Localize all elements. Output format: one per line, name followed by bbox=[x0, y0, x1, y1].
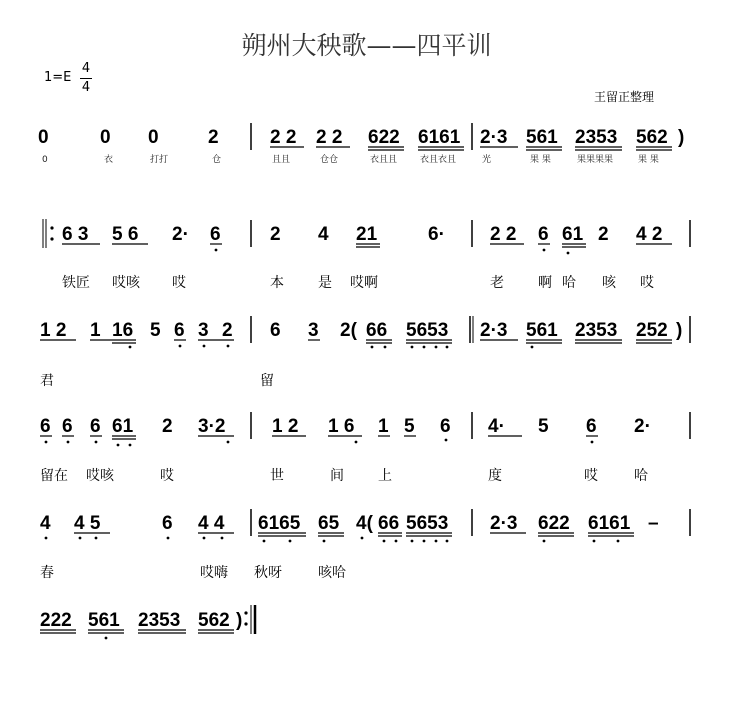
note: 6165 bbox=[258, 513, 301, 534]
note: 2·3 bbox=[480, 127, 508, 148]
note: 2· bbox=[634, 416, 651, 437]
lyric: 打打 bbox=[150, 155, 169, 165]
time-signature-bottom: 4 bbox=[81, 80, 91, 95]
note: 1 bbox=[90, 320, 101, 341]
note: 0 bbox=[100, 127, 111, 148]
row-3 bbox=[40, 316, 690, 389]
lyric: 君 bbox=[40, 373, 54, 389]
octave-dots bbox=[105, 637, 108, 640]
lyric: 哎嗨 bbox=[200, 565, 228, 581]
lyric: 哎 bbox=[584, 468, 598, 484]
lyric: 咳 bbox=[602, 275, 616, 291]
lyric: 衣且衣且 bbox=[420, 155, 457, 165]
note: 4· bbox=[488, 416, 505, 437]
lyric: 哈 bbox=[562, 275, 576, 291]
lyric: 世 bbox=[270, 468, 284, 484]
note: 6 bbox=[162, 513, 173, 534]
lyric: 哎 bbox=[160, 468, 174, 484]
lyric: 仓 bbox=[212, 155, 222, 165]
note: 6 bbox=[440, 416, 451, 437]
repeat-dot bbox=[50, 226, 53, 229]
lyric: 是 bbox=[318, 275, 332, 291]
time-signature-top: 4 bbox=[81, 61, 91, 76]
note: ) bbox=[676, 320, 683, 341]
note: 6 bbox=[62, 416, 73, 437]
row-6 bbox=[40, 605, 255, 639]
note: 2353 bbox=[575, 127, 618, 148]
note: 2353 bbox=[575, 320, 618, 341]
underlines bbox=[40, 630, 234, 633]
lyric: 铁匠 bbox=[62, 275, 90, 291]
note: 66 bbox=[378, 513, 400, 534]
row-1 bbox=[38, 123, 684, 165]
row-2 bbox=[43, 219, 690, 291]
note: 6161 bbox=[588, 513, 631, 534]
note: 2 bbox=[270, 224, 281, 245]
lyric: 哎 bbox=[640, 275, 654, 291]
key-signature: 1=E bbox=[44, 70, 72, 85]
note: 6 bbox=[270, 320, 281, 341]
note: 622 bbox=[538, 513, 570, 534]
note: 66 bbox=[366, 320, 388, 341]
note: 4 bbox=[40, 513, 51, 534]
note: 2 bbox=[162, 416, 173, 437]
note: 2·3 bbox=[490, 513, 518, 534]
repeat-dot bbox=[244, 611, 247, 614]
lyric: 光 bbox=[482, 155, 492, 165]
underlines bbox=[62, 244, 672, 247]
lyric: 仓仓 bbox=[320, 155, 339, 165]
note: ) bbox=[678, 127, 685, 148]
note: 0 bbox=[38, 127, 49, 148]
lyric: 咳哈 bbox=[318, 565, 346, 581]
note: 4( bbox=[356, 513, 373, 534]
note: 1 6 bbox=[328, 416, 355, 437]
note: 2·3 bbox=[480, 320, 508, 341]
lyric: 且且 bbox=[272, 155, 291, 165]
row-4 bbox=[40, 412, 690, 484]
lyric: 衣且且 bbox=[370, 155, 398, 165]
underlines bbox=[74, 533, 634, 536]
note: 2 bbox=[598, 224, 609, 245]
note: 4 2 bbox=[636, 224, 663, 245]
note: 21 bbox=[356, 224, 378, 245]
note: 61 bbox=[112, 416, 134, 437]
lyric: 果 果 bbox=[638, 155, 659, 165]
lyric: 哎啊 bbox=[350, 275, 378, 291]
lyric: 哎咳 bbox=[112, 275, 140, 291]
lyric: 春 bbox=[40, 565, 54, 581]
octave-dots bbox=[215, 249, 570, 255]
song-title: 朔州大秧歌——四平训 bbox=[241, 31, 492, 60]
note: 3 bbox=[308, 320, 319, 341]
note: 16 bbox=[112, 320, 134, 341]
note: 1 2 bbox=[40, 320, 67, 341]
lyric: 留在 bbox=[40, 468, 68, 484]
note: 5653 bbox=[406, 513, 449, 534]
note: 5 bbox=[150, 320, 161, 341]
note: 561 bbox=[526, 320, 558, 341]
row-5 bbox=[40, 509, 690, 581]
note: 1 bbox=[378, 416, 389, 437]
arranger-credit: 王留正整理 bbox=[594, 90, 655, 104]
note: 6 bbox=[586, 416, 597, 437]
note: 561 bbox=[526, 127, 558, 148]
lyric: 度 bbox=[488, 468, 502, 484]
note: 6 bbox=[40, 416, 51, 437]
note: 1 2 bbox=[272, 416, 299, 437]
note: 2 bbox=[208, 127, 219, 148]
note: 6161 bbox=[418, 127, 461, 148]
note: 2 2 bbox=[316, 127, 343, 148]
lyric: 衣 bbox=[104, 155, 114, 165]
note: 622 bbox=[368, 127, 400, 148]
note: 222 bbox=[40, 610, 72, 631]
note: 2 bbox=[222, 320, 233, 341]
note: 3 bbox=[198, 320, 209, 341]
lyric: 哈 bbox=[634, 468, 648, 484]
lyric: 上 bbox=[378, 468, 392, 484]
note: 2 2 bbox=[270, 127, 297, 148]
note: 5 bbox=[538, 416, 549, 437]
note: 0 bbox=[148, 127, 159, 148]
note: 5653 bbox=[406, 320, 449, 341]
underlines bbox=[270, 147, 672, 150]
lyric: 留 bbox=[260, 373, 274, 389]
note: 2( bbox=[340, 320, 357, 341]
note: 562 bbox=[636, 127, 668, 148]
lyric: 本 bbox=[270, 275, 284, 291]
note: 6 bbox=[90, 416, 101, 437]
note: 4 bbox=[318, 224, 329, 245]
note: 6 3 bbox=[62, 224, 89, 245]
octave-dots bbox=[45, 439, 594, 447]
note: 6· bbox=[428, 224, 445, 245]
repeat-dot bbox=[244, 622, 247, 625]
lyric: 老 bbox=[490, 275, 504, 291]
note: – bbox=[648, 513, 659, 534]
octave-dots bbox=[45, 537, 620, 543]
note: 2353 bbox=[138, 610, 181, 631]
lyric: 哎 bbox=[172, 275, 186, 291]
underlines bbox=[40, 436, 598, 439]
octave-dots bbox=[129, 345, 534, 349]
lyric: 哎咳 bbox=[86, 468, 114, 484]
repeat-dot bbox=[50, 237, 53, 240]
note: 561 bbox=[88, 610, 120, 631]
note: 2· bbox=[172, 224, 189, 245]
lyric: 间 bbox=[330, 468, 344, 484]
lyric: 啊 bbox=[538, 275, 552, 291]
lyric: 0 bbox=[42, 155, 48, 165]
note: 6 bbox=[174, 320, 185, 341]
note: 5 bbox=[404, 416, 415, 437]
note: 6 bbox=[538, 224, 549, 245]
note: 4 5 bbox=[74, 513, 101, 534]
note: 65 bbox=[318, 513, 340, 534]
note: 2 2 bbox=[490, 224, 517, 245]
note: 6 bbox=[210, 224, 221, 245]
note: 5 6 bbox=[112, 224, 139, 245]
note: ) bbox=[236, 610, 243, 631]
note: 4 4 bbox=[198, 513, 225, 534]
lyric: 果果果果 bbox=[577, 155, 614, 165]
lyric: 果 果 bbox=[530, 155, 551, 165]
note: 61 bbox=[562, 224, 584, 245]
note: 3·2 bbox=[198, 416, 226, 437]
lyric: 秋呀 bbox=[254, 565, 282, 581]
note: 562 bbox=[198, 610, 230, 631]
note: 252 bbox=[636, 320, 668, 341]
